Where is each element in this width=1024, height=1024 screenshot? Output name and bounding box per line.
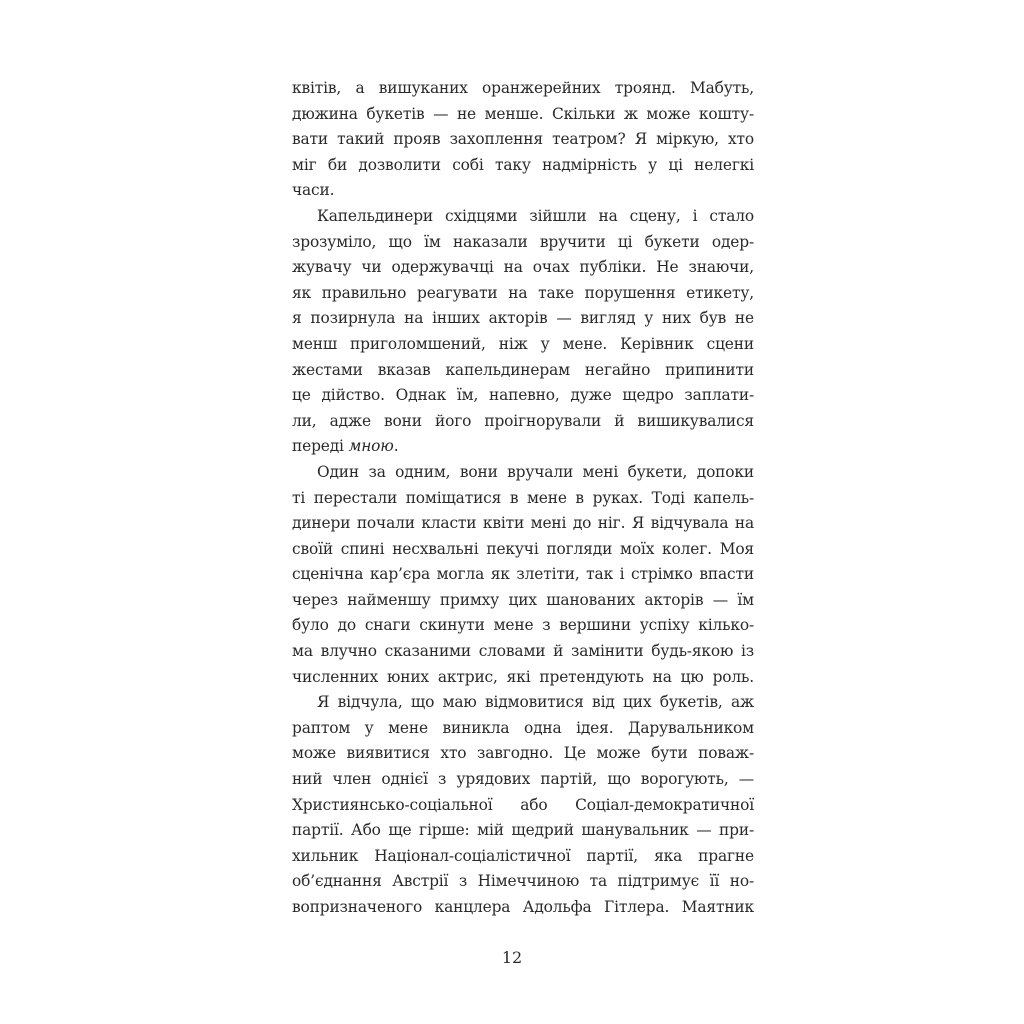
text-line: менш приголомшений, ніж у мене. Керівник сцени xyxy=(292,334,754,353)
text-line: ний член однієї з урядових партій, що ворогують, — xyxy=(292,770,754,789)
text-line: ма влучно сказаними словами й замінити будь-якою із xyxy=(292,642,754,661)
text-line: динери почали класти квіти мені до ніг. Я відчувала на xyxy=(292,514,754,533)
page-body xyxy=(292,76,754,921)
text-segment: переді xyxy=(292,437,349,456)
paragraph-4 xyxy=(292,690,754,920)
text-line: я позирнула на інших акторів — вигляд у них був не xyxy=(292,309,754,328)
text-line: як правильно реагувати на таке порушення етикету, xyxy=(292,283,754,302)
text-line: часи. xyxy=(292,181,335,200)
text-line: жестами вказав капельдинерам негайно припинити xyxy=(292,360,754,379)
text-line: було до снаги скинути мене з вершини успіху кілько- xyxy=(292,616,754,635)
text-line: жувачу чи одержувачці на очах публіки. Не знаючи, xyxy=(292,258,754,277)
text-line: може виявитися хто завгодно. Це може бути поваж- xyxy=(292,744,754,763)
text-line: об’єднання Австрії з Німеччиною та підтримує її но- xyxy=(292,872,754,891)
text-line: раптом у мене виникла одна ідея. Дарувальником xyxy=(292,718,754,737)
text-line: ті перестали поміщатися в мене в руках. Тоді капель- xyxy=(292,488,754,507)
paragraph-1 xyxy=(292,76,754,204)
text-line: вати такий прояв захоплення театром? Я міркую, хто xyxy=(292,130,754,149)
text-line: вопризначеного канцлера Адольфа Гітлера. Маятник xyxy=(292,898,754,916)
text-line: своїй спині несхвальні пекучі погляди моїх колег. Моя xyxy=(292,539,754,558)
text-segment: . xyxy=(393,437,399,456)
text-line: квітів, а вишуканих оранжерейних троянд. Мабуть, xyxy=(292,79,754,97)
text-line: зрозуміло, що їм наказали вручити ці букети одер- xyxy=(292,232,754,251)
text-line: численних юних актрис, які претендують на цю роль. xyxy=(292,667,754,686)
text-line: це дійство. Однак їм, напевно, дуже щедро заплати- xyxy=(292,386,754,405)
paragraph-3 xyxy=(292,460,754,690)
italic-emphasis: мною xyxy=(348,437,394,456)
paragraph-2 xyxy=(292,204,754,460)
text-line: дюжина букетів — не менше. Скільки ж може кошту- xyxy=(292,104,754,123)
text-line: Один за одним, вони вручали мені букети, допоки xyxy=(317,462,754,481)
text-line: через найменшу примху цих шанованих акторів — їм xyxy=(292,590,754,609)
text-line: Капельдинери східцями зійшли на сцену, і стало xyxy=(317,206,754,225)
text-line: ли, адже вони його проігнорували й вишикувалися xyxy=(292,411,754,430)
text-line: міг би дозволити собі таку надмірність у ці нелегкі xyxy=(292,155,754,174)
text-line: хильник Націонал-соціалістичної партії, яка прагне xyxy=(292,846,754,865)
text-line: партії. Або ще гірше: мій щедрий шанувальник — при- xyxy=(292,821,754,840)
page-number: 12 xyxy=(501,948,523,967)
text-line xyxy=(292,434,754,460)
text-line: Я відчула, що маю відмовитися від цих букетів, аж xyxy=(317,693,754,712)
text-line: Християнсько-соціальної або Соціал-демократичної xyxy=(292,795,754,814)
text-line: сценічна кар’єра могла як злетіти, так і стрімко впасти xyxy=(292,565,754,584)
